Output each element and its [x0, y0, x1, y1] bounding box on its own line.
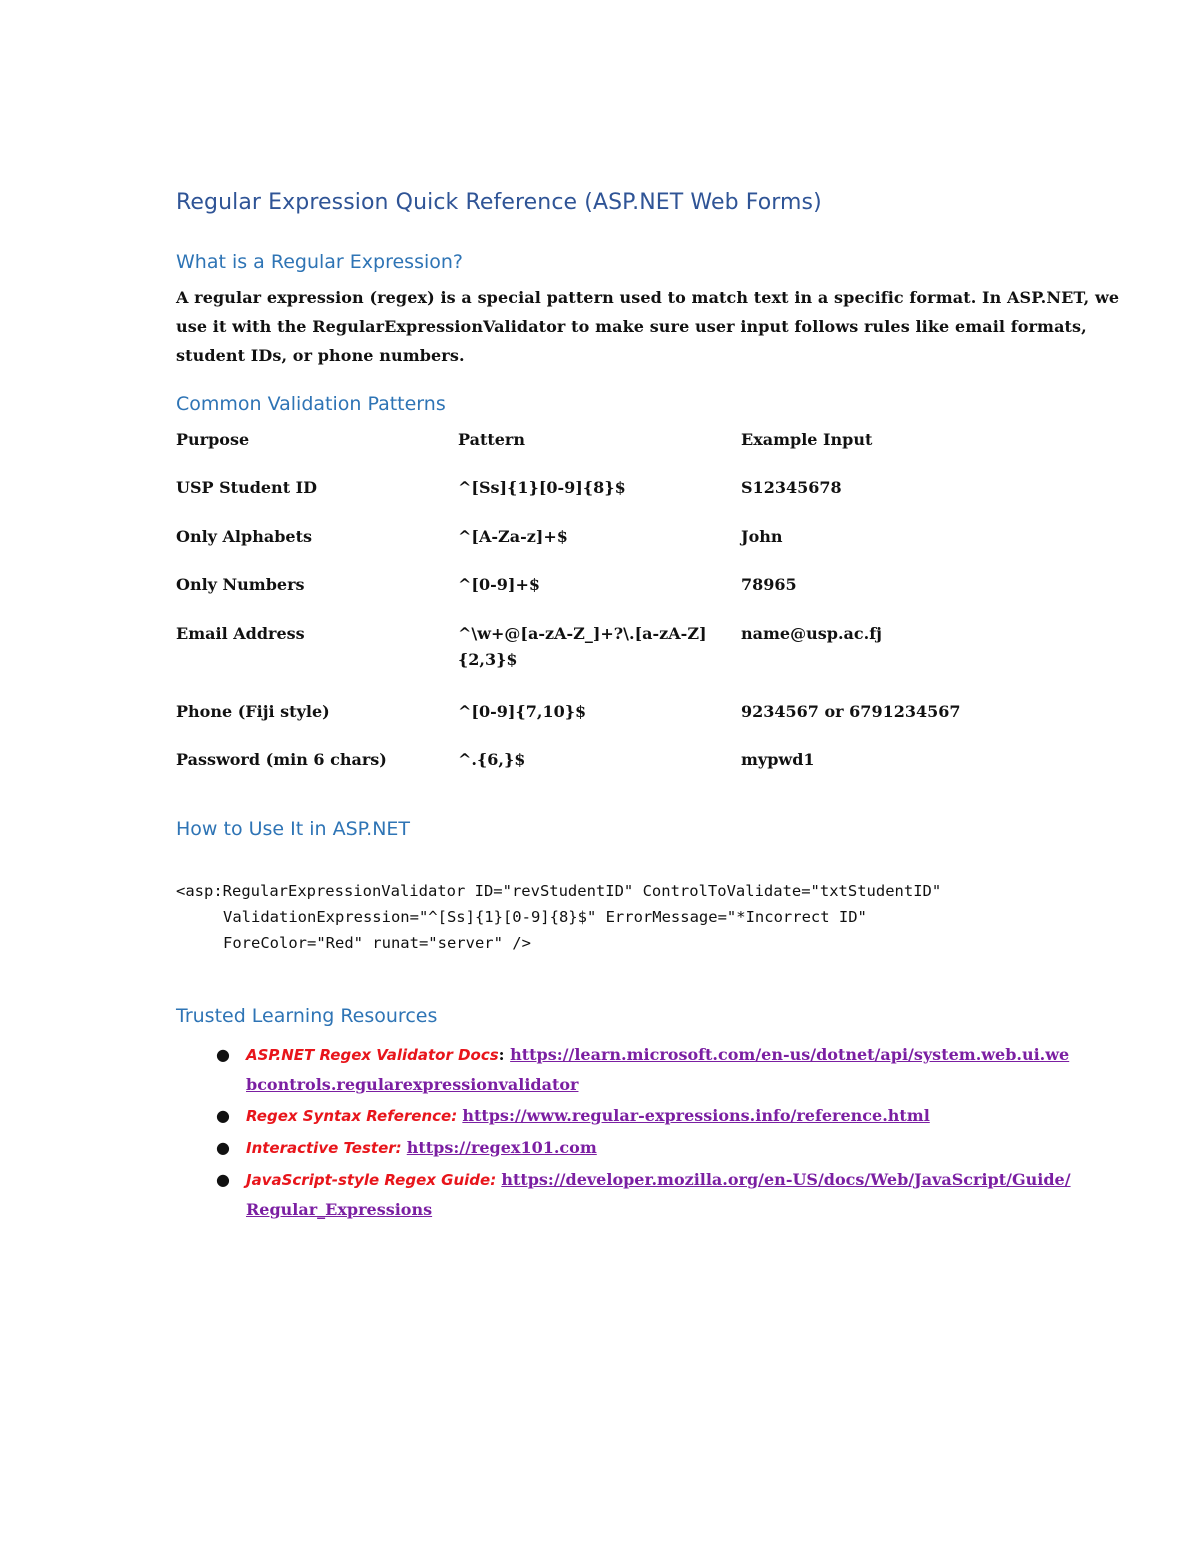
resource-link-mdn-regex-guide[interactable]: https://developer.mozilla.org/en-US/docs/Web/JavaScript/Guide/Regular_Expressions: [246, 1170, 1071, 1219]
table-cell-pattern: ^.{6,}$: [458, 750, 526, 769]
list-item: [176, 1101, 1076, 1131]
bullet-icon: ●: [216, 1138, 230, 1157]
list-item: ● ASP.NET Regex Validator Docs: https://learn.microsoft.com/en-us/dotnet/api/system.web.ui.webcontrols.regularexpressionvalidator: [176, 1040, 1076, 1099]
code-line: ValidationExpression="^[Ss]{1}[0-9]{8}$" ErrorMessage="*Incorrect ID": [223, 908, 867, 926]
heading-what-is-regex: What is a Regular Expression?: [176, 251, 463, 273]
table-cell-pattern: ^[A-Za-z]+$: [458, 527, 568, 546]
table-cell-purpose: USP Student ID: [176, 478, 318, 497]
table-cell-purpose: Only Numbers: [176, 575, 305, 594]
heading-how-to-use: How to Use It in ASP.NET: [176, 818, 411, 840]
code-snippet: [176, 878, 941, 956]
resource-label: JavaScript-style Regex Guide:: [246, 1171, 497, 1189]
heading-resources: Trusted Learning Resources: [176, 1005, 438, 1027]
resource-label: ASP.NET Regex Validator Docs: [246, 1046, 499, 1064]
resource-link-regex101[interactable]: https://regex101.com: [406, 1138, 597, 1157]
table-cell-example: mypwd1: [741, 750, 815, 769]
resources-list: [176, 1040, 1076, 1226]
bullet-icon: ●: [216, 1106, 230, 1125]
resource-label: Interactive Tester:: [246, 1139, 402, 1157]
table-cell-purpose: Email Address: [176, 624, 305, 643]
table-cell-example: name@usp.ac.fj: [741, 624, 882, 643]
table-cell-example: S12345678: [741, 478, 842, 497]
intro-paragraph: A regular expression (regex) is a special pattern used to match text in a specific format. In ASP.NET, we use it with the RegularExpressionValidator to make sure user input follows rules like email formats, student IDs, or phone numbers.: [176, 288, 1120, 365]
code-line: ForeColor="Red" runat="server" />: [223, 934, 531, 952]
table-header-pattern: Pattern: [458, 430, 525, 449]
table-cell-purpose: Password (min 6 chars): [176, 750, 387, 769]
table-cell-example: 78965: [741, 575, 797, 594]
table-header-purpose: Purpose: [176, 430, 250, 449]
bullet-icon: ●: [216, 1045, 230, 1064]
table-cell-purpose: Phone (Fiji style): [176, 702, 330, 721]
table-cell-pattern: ^[Ss]{1}[0-9]{8}$: [458, 478, 626, 497]
table-cell-pattern: ^[0-9]{7,10}$: [458, 702, 587, 721]
resource-link-regex-syntax[interactable]: https://www.regular-expressions.info/reference.html: [462, 1106, 930, 1125]
table-cell-purpose: Only Alphabets: [176, 527, 312, 546]
heading-common-patterns: Common Validation Patterns: [176, 393, 446, 415]
list-item: [176, 1133, 1076, 1163]
resource-label: Regex Syntax Reference:: [246, 1107, 458, 1125]
list-item: [176, 1165, 1076, 1224]
table-cell-pattern: ^\w+@[a-zA-Z_]+?\.[a-zA-Z]{2,3}$: [458, 624, 707, 669]
table-cell-example: John: [741, 527, 783, 546]
page-title: Regular Expression Quick Reference (ASP.NET Web Forms): [176, 190, 822, 215]
table-header-example: Example Input: [741, 430, 873, 449]
resource-link-regex-validator-docs[interactable]: https://learn.microsoft.com/en-us/dotnet/api/system.web.ui.webcontrols.regularexpressionvalidator: [246, 1045, 1070, 1094]
table-cell-pattern: ^[0-9]+$: [458, 575, 540, 594]
bullet-icon: ●: [216, 1170, 230, 1189]
code-line: <asp:RegularExpressionValidator ID="revStudentID" ControlToValidate="txtStudentID": [176, 882, 942, 900]
table-cell-example: 9234567 or 6791234567: [741, 702, 961, 721]
